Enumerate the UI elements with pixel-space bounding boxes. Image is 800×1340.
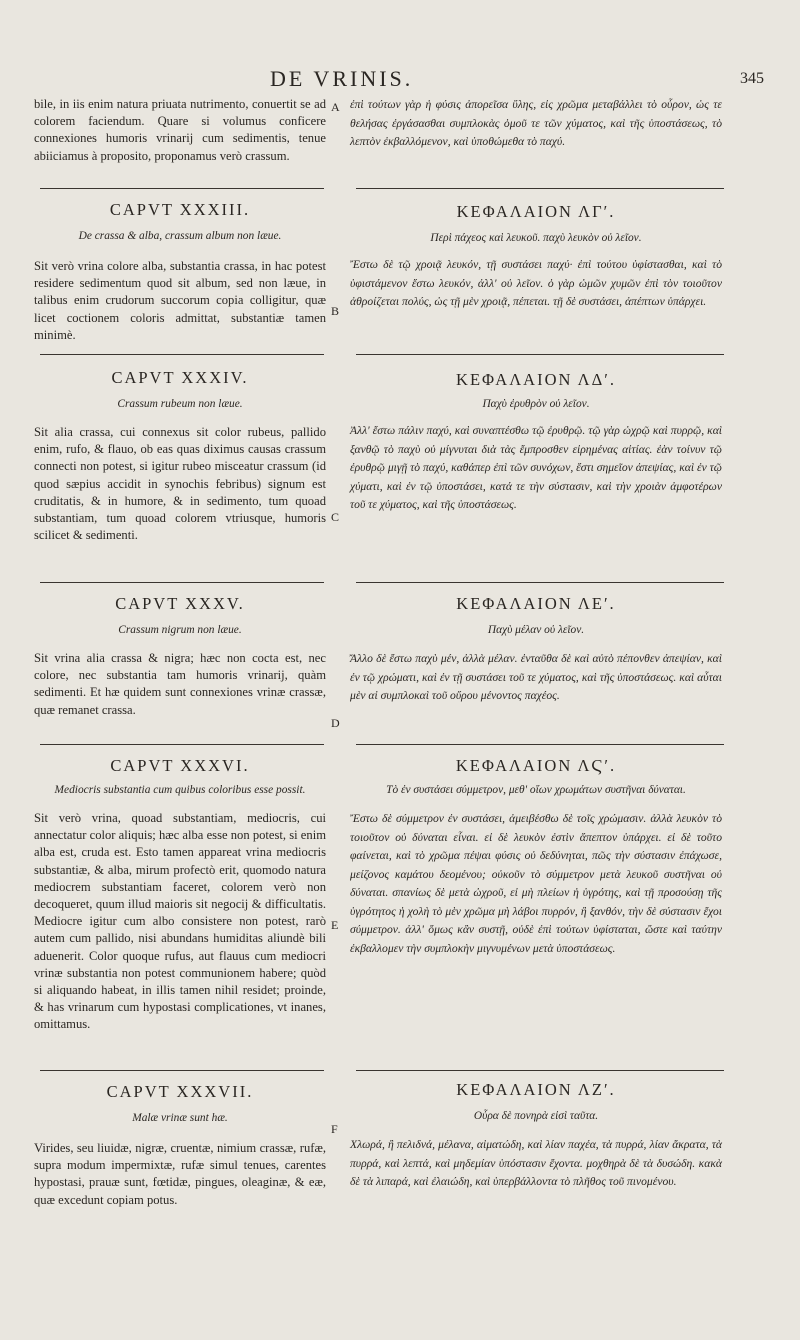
kephalaion-37: ΚΕΦΑΛΑΙΟΝ ΛΖʹ. <box>456 1080 616 1099</box>
kephalaion-34-subtitle: Παχὺ ἐρυθρὸν οὐ λεῖον. <box>482 398 590 410</box>
margin-letter-e: E <box>331 918 339 932</box>
kephalaion-35: ΚΕΦΑΛΑΙΟΝ ΛΕʹ. <box>456 594 616 613</box>
latin-text-36: Sit verò vrina, quoad substantiam, mediocris, cui annectatur color aliquis; hæc alba esse non potest, si enim alba est, cruda est. Esto tamen appareat vrina mediocris substantiæ, & alba, mirum profectò erit, quomodo natura mediocrem substantiam faceret, colorem verò non decoqueret, quum illud maioris sit negocij & difficultatis. Mediocre igitur cum albo consistere non potest, rarò autem cum pallido, nisi abundans humiditas aliundè bili aduenerit. Color quoque rufus, aut flauus cum mediocri vrinæ substantia non potest communionem habere; quòd si aliquando habeat, in illis tamen nihil residet; proinde, & has vrinarum cum hypostasi complicationes, vt inanes, omittamus. <box>34 811 326 1032</box>
caput-33: CAPVT XXXIII. <box>109 200 251 219</box>
rule <box>356 744 724 745</box>
latin-text-35: Sit vrina alia crassa & nigra; hæc non cocta est, nec colore, nec substantia tam humoris vrinarij, quàm sedimenti. Et hæ quidem sunt connexiones vrinæ crassæ, quæ remanet crassa. <box>34 651 326 717</box>
greek-text-33: Ἔστω δὲ τῷ χροιᾷ λευκόν, τῇ συστάσει παχύ· ἐπὶ τούτου ὑφίστασθαι, καὶ τὸ ὑφιστάμενον ἔστω λευκόν, ἀλλ' οὐ λεῖον. ὁ γὰρ ὠμῶν χυμῶν ἐπὶ τὸν τοιοῦτον ἀθροίζεται πολύς, ὡς τῇ μὲν χροιᾷ, πέπεται. τῇ δὲ συστάσει, ἀπέπτων ὑπάρχει. <box>350 258 722 308</box>
caput-37-subtitle: Malæ vrinæ sunt hæ. <box>132 1112 228 1124</box>
caput-37: CAPVT XXXVII. <box>106 1082 254 1101</box>
greek-text-37: Χλωρά, ἢ πελιδνά, μέλανα, αἱματώδη, καὶ λίαν παχέα, τὰ πυρρά, λίαν ἄκρατα, τὰ πυρρά, καὶ λεπτά, καὶ μηδεμίαν ὑπόστασιν ἔχοντα. μοχθηρὰ δὲ τὰ δυσώδη. κακὰ δὲ τὰ λιπαρά, καὶ ἐλαιώδη, καὶ ὑπερβάλλοντα τὸ πλῆθος τοῦ πινομένου. <box>350 1138 722 1188</box>
caput-35-subtitle: Crassum nigrum non læue. <box>118 624 242 636</box>
running-title: DE VRINIS. <box>270 66 414 91</box>
rule <box>40 188 324 189</box>
latin-text-33: Sit verò vrina colore alba, substantia crassa, in hac potest residere sedimentum quod sit album, sed non læue, in talibus enim crudorum succorum copia colligitur, quæ licet coctionem coloris admittat, substantiæ tamen minimè. <box>34 259 326 342</box>
latin-continuation: bile, in iis enim natura priuata nutrimento, conuertit se ad colorem faciendum. Quare si volumus conficere connexiones humoris vrinarij cum sedimentis, tenue abiiciamus à proposito, proponamus verò crassum. <box>34 97 326 163</box>
caput-35: CAPVT XXXV. <box>115 594 245 613</box>
kephalaion-33-subtitle: Περὶ πάχεος καὶ λευκοῦ. παχὺ λευκὸν οὐ λεῖον. <box>430 232 642 244</box>
rule <box>40 744 324 745</box>
page-number: 345 <box>740 70 764 87</box>
rule <box>356 354 724 355</box>
kephalaion-35-subtitle: Παχὺ μέλαν οὐ λεῖον. <box>487 624 585 636</box>
margin-letter-d: D <box>331 716 340 730</box>
kephalaion-37-subtitle: Οὖρα δὲ πονηρὰ εἰσὶ ταῦτα. <box>473 1110 599 1122</box>
margin-letter-a: A <box>331 100 340 114</box>
rule <box>40 1070 324 1071</box>
rule <box>356 1070 724 1071</box>
margin-letter-f: F <box>331 1122 338 1136</box>
greek-continuation: ἐπὶ τούτων γὰρ ἡ φύσις ἀπορεῖσα ὕλης, εἰς χρῶμα μεταβάλλει τὸ οὖρον, ὡς τε θελήσας ἐργάσασθαι συμπλοκὰς ὁμοῦ τε τῶν χύματος, καὶ τῆς ὑποστάσεως, τὸ λεπτὸν ἐκβαλλόμενον, καὶ ὑποθώμεθα τὸ παχύ. <box>350 98 722 148</box>
caput-36: CAPVT XXXVI. <box>110 756 250 775</box>
kephalaion-36: ΚΕΦΑΛΑΙΟΝ ΛϚʹ. <box>455 756 617 775</box>
greek-text-35: Ἄλλο δὲ ἔστω παχὺ μέν, ἀλλὰ μέλαν. ἐνταῦθα δὲ καὶ αὐτὸ πέπονθεν ἀπεψίαν, καὶ ἐν τῷ χρώματι, καὶ ἐν τῇ συστάσει τοῦ τε χύματος, καὶ τῆς ὑποστάσεως. καὶ αὗται μὲν αἱ συμπλοκαὶ τοῦ οὔρου μένοντος παχέος. <box>350 652 722 702</box>
kephalaion-33: ΚΕΦΑΛΑΙΟΝ ΛΓʹ. <box>456 202 616 221</box>
margin-letter-b: B <box>331 304 340 318</box>
rule <box>40 354 324 355</box>
kephalaion-34: ΚΕΦΑΛΑΙΟΝ ΛΔʹ. <box>456 370 616 389</box>
rule <box>40 582 324 583</box>
margin-letter-c: C <box>331 510 340 524</box>
caput-34-subtitle: Crassum rubeum non læue. <box>117 398 243 410</box>
caput-36-subtitle: Mediocris substantia cum quibus coloribus esse possit. <box>54 784 306 796</box>
caput-34: CAPVT XXXIV. <box>111 368 249 387</box>
greek-text-36: Ἔστω δὲ σύμμετρον ἐν συστάσει, ἀμειβέσθω δὲ τοῖς χρώμασιν. ἀλλὰ λευκὸν τὸ τοιοῦτον οὐ δύναται εἶναι. εἰ δὲ λευκὸν ἐστὶν ἄπεπτον ὑπάρχει. εἰ δὲ τοῦτο φαίνεται, καὶ τὸ χρῶμα πέψαι φύσις οὐ δεδύνηται, πῶς τὴν σύστασιν ἐπάχωσε, μείζονος καμάτου δεομένου; οὐκοῦν τὸ σύμμετρον μετὰ λευκοῦ συστῆναι οὐ δύναται. σπανίως δὲ μετὰ ὠχροῦ, εἰ μὴ πλείων ἡ ὑγρότης, καὶ τῇ προσούσῃ τῆς ὑγρότητος ἡ χολὴ τὸ μὲν χρῶμα μὴ λάβοι πυρρόν, ἢ ξανθόν, τὴν δὲ σύστασιν ἔχοι σύμμετρον. ἀλλ' ὅμως κἂν συστῇ, οὐδὲ ἐπὶ τούτων ὑφίσταται, ὥστε καὶ ταύτην ἐκβαλλομεν τὴν συμπλοκὴν μιγνυμένων μετὰ ὑποστάσεως. <box>350 812 722 955</box>
rule <box>356 582 724 583</box>
rule <box>356 188 724 189</box>
latin-text-37: Virides, seu liuidæ, nigræ, cruentæ, nimium crassæ, rufæ, supra modum impermixtæ, rufæ simul tenues, carentes hypostasi, prauæ sunt, fœtidæ, pingues, oleaginæ, & eæ, quæ excedunt copiam potus. <box>34 1141 326 1207</box>
latin-text-34: Sit alia crassa, cui connexus sit color rubeus, pallido enim, rufo, & flauo, ob eas quas diximus causas crassum connecti non potest, si igitur rubeo misceatur crassum (id quod sæpius accidit in synochis febribus) signum est cruditatis, & in humore, & in sedimento, tum quoad substantiam, tum quoad colorem vtriusque, humoris scilicet & sedimenti. <box>34 425 326 543</box>
kephalaion-36-subtitle: Τὸ ἐν συστάσει σύμμετρον, μεθ' οἵων χρωμάτων συστῆναι δύναται. <box>386 784 686 796</box>
caput-33-subtitle: De crassa & alba, crassum album non læue. <box>78 230 282 242</box>
greek-text-34: Ἀλλ' ἔστω πάλιν παχύ, καὶ συναπτέσθω τῷ ἐρυθρῷ. τῷ γὰρ ὠχρῷ καὶ πυρρῷ, καὶ ξανθῷ τὸ παχὺ οὐ μίγνυται διὰ τὰς ἔμπροσθεν εἰρημένας αἰτίας. ἐὰν τοίνυν τῷ ἐρυθρῷ μιγῇ τὸ παχύ, καθάπερ ἐπὶ τῶν συνόχων, ἔστι σημεῖον ἀπεψίας, καὶ ἐν τῷ χύματι, καὶ ἐν τῷ ὑποστάσει, κατά τε τὴν σύστασιν, καὶ τὴν χροιὰν ἀμφοτέρων τοῦ τε χύματος, καὶ τῆς ὑποστάσεως. <box>350 424 722 511</box>
